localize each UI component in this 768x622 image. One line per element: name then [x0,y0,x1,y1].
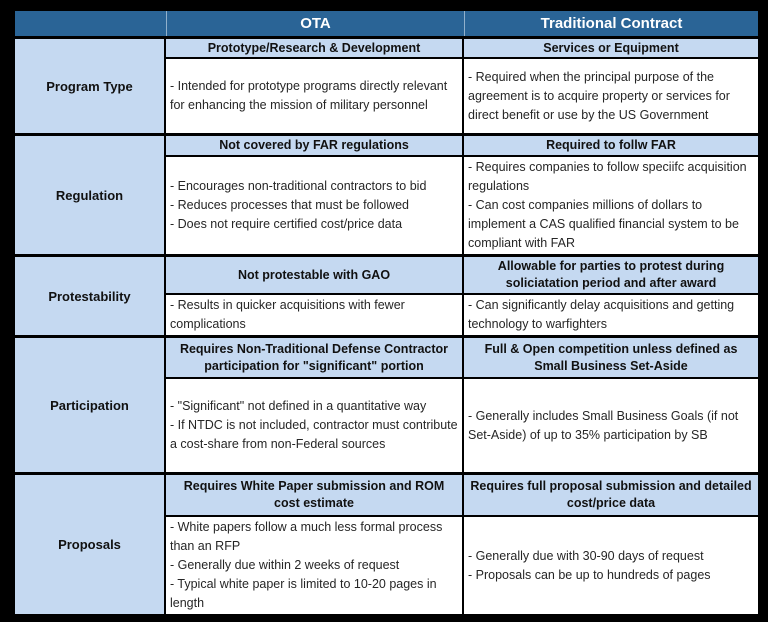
traditional-column-cell [464,475,758,614]
ota-body [166,157,462,254]
row-group-proposals [15,472,758,614]
bullet-item: - Reduces processes that must be followed [170,198,410,212]
ota-subheader: Requires Non-Traditional Defense Contractor participation for "significant" portion [166,338,462,379]
bullet-item: - Encourages non-traditional contractors to bid [170,179,427,193]
comparison-table [12,8,761,610]
ota-subheader: Not covered by FAR regulations [166,136,462,157]
row-label: Regulation [15,136,166,254]
bullet-item: - Generally due with 30-90 days of request [468,548,704,563]
bullet-item: - Generally includes Small Business Goals (if not Set-Aside) of up to 35% participation by SB [468,408,739,442]
ota-subheader: Not protestable with GAO [166,257,462,295]
bullet-item: - Results in quicker acquisitions with fewer complications [170,298,405,331]
row-label: Protestability [15,257,166,335]
bullet-item: - Proposals can be up to hundreds of pages [468,567,711,582]
bullet-item: - White papers follow a much less formal process than an RFP [170,520,443,553]
bullet-item: - Required when the principal purpose of the agreement is to acquire property or services for direct benefit or use by the US Government [468,69,730,122]
traditional-subheader: Full & Open competition unless defined as Small Business Set-Aside [464,338,758,379]
row-group-program-type [15,36,758,133]
header-corner-cell [15,11,166,36]
ota-body [166,295,462,335]
ota-body [166,517,462,614]
bullet-item: - If NTDC is not included, contractor must contribute a cost-share from non-Federal sources [170,418,458,451]
traditional-body [464,157,758,254]
row-label: Program Type [15,39,166,133]
bullet-item: - Can significantly delay acquisitions and getting technology to warfighters [468,298,735,331]
bullet-item: - Requires companies to follow speciifc acquisition regulations [468,160,747,193]
ota-column-cell [166,136,464,254]
table-header-row [15,11,758,36]
ota-column-cell [166,475,464,614]
traditional-column-cell [464,39,758,133]
ota-column-cell [166,39,464,133]
row-label: Proposals [15,475,166,614]
traditional-body [464,379,758,472]
ota-body [166,379,462,472]
header-cell-traditional-contract: Traditional Contract [464,11,758,36]
traditional-subheader: Services or Equipment [464,39,758,59]
row-group-participation [15,335,758,472]
traditional-subheader: Required to follw FAR [464,136,758,157]
ota-column-cell [166,257,464,335]
traditional-body [464,517,758,614]
traditional-body [464,59,758,133]
bullet-item: - Generally due within 2 weeks of request [170,558,400,572]
row-group-protestability [15,254,758,335]
bullet-item: - Can cost companies millions of dollars to implement a CAS qualified financial system to be compliant with FAR [468,198,739,250]
traditional-subheader: Requires full proposal submission and detailed cost/price data [464,475,758,517]
header-cell-ota: OTA [166,11,464,36]
row-label: Participation [15,338,166,472]
ota-body [166,59,462,133]
traditional-column-cell [464,257,758,335]
traditional-column-cell [464,338,758,472]
bullet-item: - Intended for prototype programs directly relevant for enhancing the mission of military personnel [170,79,448,112]
traditional-column-cell [464,136,758,254]
ota-subheader: Requires White Paper submission and ROM cost estimate [166,475,462,517]
ota-column-cell [166,338,464,472]
bullet-item: - "Significant" not defined in a quantitative way [170,399,427,413]
row-group-regulation [15,133,758,254]
traditional-subheader: Allowable for parties to protest during soliciatation period and after award [464,257,758,295]
traditional-body [464,295,758,335]
bullet-item: - Typical white paper is limited to 10-20 pages in length [170,577,437,610]
ota-subheader: Prototype/Research & Development [166,39,462,59]
bullet-item: - Does not require certified cost/price data [170,217,403,231]
